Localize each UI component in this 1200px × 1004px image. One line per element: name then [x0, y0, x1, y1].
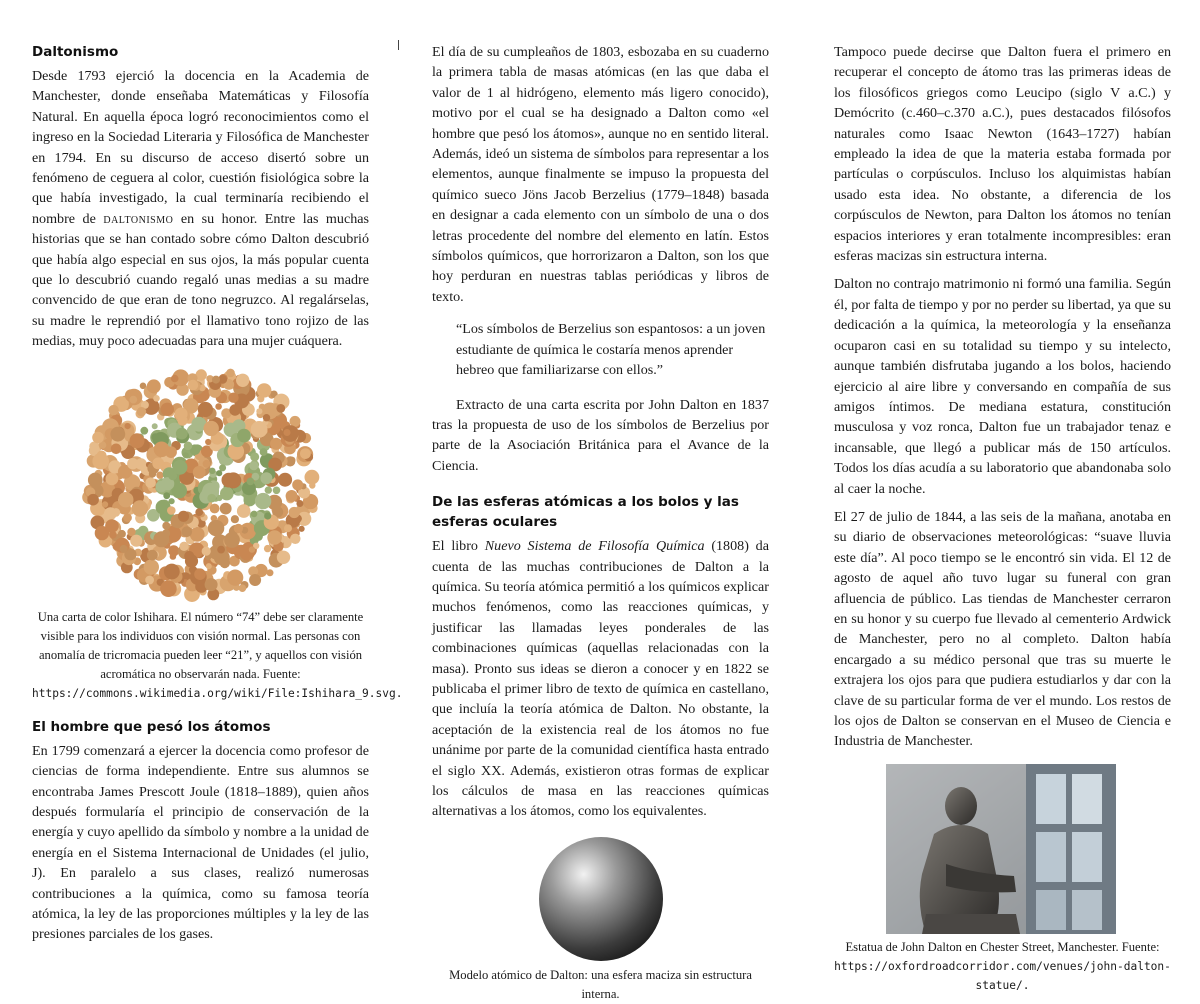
plate-dot — [222, 472, 237, 487]
plate-dot — [276, 404, 285, 413]
plate-dot — [220, 486, 234, 500]
plate-dot — [144, 559, 159, 574]
plate-dot — [190, 527, 205, 542]
plate-dot — [156, 480, 168, 492]
paragraph-nuevo-sistema — [432, 536, 769, 822]
plate-dot — [87, 494, 99, 506]
plate-dot — [125, 423, 131, 429]
plate-dot — [208, 520, 224, 536]
plate-dot — [288, 456, 295, 463]
plate-dot — [267, 530, 282, 545]
sphere-caption: Modelo atómico de Dalton: una esfera maciza sin estructura interna. — [449, 967, 752, 1001]
plate-dot — [149, 470, 156, 477]
plate-dot — [176, 427, 188, 439]
paragraph-muerte: El 27 de julio de 1844, a las seis de la mañana, anotaba en su diario de observaciones meteorológicas: “suave lluvia este día”. Al poco tiempo se le encontró sin vida. El 12 de agosto de aquel año tuvo lugar su funeral con gran afluencia de público. Las tiendas de Manchester cerraron en su honor y su cuerpo fue llevado al cementerio Ardwick de Manchester, pero no al completo. Dalton había encargado a su médico personal que tras su muerte le extrajera los ojos para que pudiera estudiarlos y dar con la clave de su particular forma de ver el mundo. Los restos de los ojos de Dalton se conservan en el Museo de Ciencia e Industria de Manchester. — [834, 508, 1171, 750]
plate-dot — [164, 563, 180, 579]
plate-dot — [229, 537, 236, 544]
quote-source: Extracto de una carta escrita por John Dalton en 1837 tras la propuesta de uso de los símbolos de Berzelius por parte de la Asociación Británica para el Avance de la Ciencia. — [432, 396, 769, 474]
plate-dot — [129, 395, 137, 403]
text: Desde 1793 ejerció la docencia en la Academia de Manchester, donde enseñaba Matemáticas y Filosofía Natural. En aquella época logró reconocimientos como el ingreso en la Sociedad Literaria y Filosófica de Manchester en 1794. En su discurso de acceso disertó sobre un fenómeno de ceguera al color, cuestión fisiológica sobre la que había investigado, la cual terminaría recibiendo el nombre de — [32, 68, 369, 227]
plate-dot — [167, 506, 176, 515]
plate-dot — [263, 414, 270, 421]
plate-dot — [206, 563, 212, 569]
plate-dot — [102, 501, 108, 507]
plate-dot — [260, 472, 272, 484]
plate-dot — [153, 395, 160, 402]
book-title: Nuevo Sistema de Filosofía Química — [484, 538, 705, 555]
plate-dot — [137, 407, 146, 416]
berzelius-quote: “Los símbolos de Berzelius son espantosos: a un joven estudiante de química le costaría menos aprender hebreo que familiarizarse con ellos.” — [456, 321, 766, 379]
plate-dot — [140, 426, 148, 434]
statue-caption — [834, 938, 1171, 995]
plate-dot — [182, 526, 193, 537]
plate-dot — [151, 433, 159, 441]
plate-dot — [163, 492, 170, 499]
plate-dot — [183, 452, 189, 458]
caption-url[interactable]: https://commons.wikimedia.org/wiki/File:Ishihara_9.svg. — [32, 686, 403, 700]
sphere-figure — [432, 832, 769, 962]
plate-dot — [130, 534, 142, 546]
plate-dot — [217, 545, 225, 553]
plate-dot — [220, 557, 230, 567]
plate-dot — [296, 500, 303, 507]
plate-dot — [185, 554, 198, 567]
plate-dot — [127, 458, 138, 469]
term-daltonismo: daltonismo — [103, 210, 174, 227]
plate-dot — [237, 504, 251, 518]
plate-dot — [106, 472, 119, 485]
plate-dot — [300, 448, 311, 459]
plate-dot — [154, 441, 170, 457]
text: El libro — [432, 538, 478, 555]
plate-dot — [228, 392, 238, 402]
plate-dot — [249, 574, 261, 586]
plate-dot — [162, 521, 170, 529]
paragraph-daltonismo — [32, 66, 369, 352]
plate-dot — [284, 429, 291, 436]
paragraph-atomo-historia: Tampoco puede decirse que Dalton fuera el primero en recuperar el concepto de átomo tras las primeras ideas de los filosóficos griegos como Leucipo (siglo V a.C.) y Demócrito (c.460–c.370 a.C.), pues destacados filósofos naturales como Isaac Newton (1643–1727) habían empleado la idea de que la materia estaba formada por partículas o corpúsculos. Incluso los alquimistas habían usado esta idea. No obstante, a diferencia de los corpúsculos de Newton, para Dalton los átomos no tenían espacios interiores y eran totalmente incompresibles: eran esferas macizas sin estructura interna. — [834, 44, 1171, 265]
plate-dot — [92, 431, 104, 443]
plate-dot — [108, 405, 118, 415]
column-2 — [432, 42, 769, 1004]
plate-dot — [147, 549, 158, 560]
plate-dot — [231, 515, 239, 523]
plate-dot — [305, 469, 320, 484]
plate-dot — [299, 525, 305, 531]
plate-dot — [152, 423, 158, 429]
paragraph-hombre-atomos: En 1799 comenzará a ejercer la docencia como profesor de ciencias de forma independiente. Entre sus alumnos se encontraba James Prescott Joule (1818–1889), quien años después formularía el principio de conservación de la energía y cuyo apellido da símbolo y nombre a la unidad de energía en el Sistema Internacional de Unidades (el julio, J). En paralelo a sus clases, realizó numerosas contribuciones a la química, como su famosa teoría atómica, la ley de las proporciones múltiples y la ley de las presiones parciales de los gases. — [32, 742, 369, 943]
plate-dot — [278, 472, 292, 486]
caption-text: Estatua de John Dalton en Chester Street, Manchester. Fuente: — [845, 939, 1160, 954]
plate-dot — [198, 402, 213, 417]
plate-dot — [270, 437, 282, 449]
plate-dot — [205, 439, 211, 445]
plate-dot — [220, 502, 232, 514]
plate-dot — [239, 584, 247, 592]
plate-dot — [145, 477, 156, 488]
statue-figure — [834, 764, 1171, 938]
plate-dot — [112, 508, 121, 517]
plate-dot — [168, 471, 177, 480]
column-1 — [32, 42, 403, 945]
plate-dot — [236, 373, 249, 386]
heading-hombre-atomos: El hombre que pesó los átomos — [32, 718, 271, 735]
plate-dot — [202, 546, 211, 555]
plate-dot — [132, 500, 148, 516]
ishihara-plate-image — [82, 362, 322, 602]
plate-dot — [179, 541, 188, 550]
plate-dot — [229, 404, 240, 415]
plate-dot — [105, 519, 119, 533]
paragraph-vida-personal: Dalton no contrajo matrimonio ni formó una familia. Según él, por falta de tiempo y por no perder su libertad, ya que su dedicación a la química, la meteorología y la enseñanza ocuparon casi en su totalidad su tiempo y su intelecto, aunque también disfrutaba jugando a los bolos, haciendo ejercicio al aire libre y conversando en compañía de sus amigos íntimos. De mediana estatura, constitución musculosa y voz ronca, Dalton fue un trabajador tenaz e incansable, que llegó a publicar más de 150 artículos. Todos los días acudía a su laboratorio que abandonaba solo al caer la noche. — [834, 276, 1172, 497]
heading-daltonismo: Daltonismo — [32, 44, 119, 60]
plate-dot — [290, 533, 300, 543]
plate-dot — [247, 477, 255, 485]
plate-dot — [292, 479, 303, 490]
plate-dot — [286, 490, 298, 502]
plate-dot — [277, 550, 290, 563]
plate-dot — [193, 466, 206, 479]
plate-dot — [184, 441, 193, 450]
plate-dot — [265, 486, 272, 493]
plate-dot — [251, 510, 258, 517]
plate-dot — [178, 510, 189, 521]
plate-dot — [251, 421, 268, 438]
plate-dot — [145, 575, 154, 584]
plate-dot — [194, 568, 206, 580]
plate-dot — [264, 545, 271, 552]
plate-dot — [153, 531, 169, 547]
plate-dot — [257, 383, 271, 397]
caption-url[interactable]: https://oxfordroadcorridor.com/venues/john-dalton-statue/. — [834, 959, 1171, 992]
plate-dot — [249, 546, 255, 552]
plate-dot — [156, 471, 163, 478]
plate-dot — [111, 443, 122, 454]
plate-dot — [147, 379, 161, 393]
plate-dot — [110, 426, 125, 441]
plate-dot — [255, 493, 271, 509]
plate-dot — [130, 433, 145, 448]
plate-dot — [273, 486, 281, 494]
plate-dot — [123, 513, 132, 522]
plate-dot — [120, 545, 128, 553]
plate-dot — [170, 553, 177, 560]
plate-dot — [209, 467, 215, 473]
plate-dot — [171, 374, 179, 382]
plate-dot — [175, 407, 188, 420]
plate-dot — [234, 523, 243, 532]
text: en su honor. Entre las muchas historias que se han contado sobre cómo Dalton descubrió que había algo especial en sus ojos, la más popular cuenta que lo descubrió cuando regaló unas medias a su madre convencido de que eran de tono negruzco. Al regalárselas, su madre le reprendió por el llamativo tono rojizo de las medias, muy poco adecuadas para una mujer cuáquera. — [32, 210, 369, 350]
plate-dot — [161, 402, 174, 415]
text: (1808) da cuenta de las muchas contribuciones de Dalton a la química. Su teoría atómica permitió a los químicos explicar muchos fenómenos, como las reacciones químicas, y justificar las llamadas leyes ponderales de las combinaciones químicas (aquellas relacionadas con la masa). Pronto sus ideas se dieron a conocer y en 1822 se publicaba el primer libro de texto de química en castellano, que incluía la teoría atómica de Dalton. No obstante, la aceptación de la existencia real de los átomos no fue unánime por parte de la comunidad científica hasta entrado el siglo XX. Además, existieron otras formas de explicar los cálculos de masa en las reacciones químicas alternativas a los átomos, como los equivalentes. — [432, 538, 769, 820]
ishihara-caption — [32, 608, 403, 703]
plate-dot — [249, 461, 258, 470]
plate-dot — [250, 452, 259, 461]
plate-dot — [215, 403, 222, 410]
plate-dot — [118, 492, 133, 507]
plate-dot — [216, 470, 222, 476]
plate-dot — [118, 530, 126, 538]
paragraph-tabla-masas: El día de su cumpleaños de 1803, esbozaba en su cuaderno la primera tabla de masas atómicas (en las que daba el valor de 1 al hidrógeno, elemento más ligero conocido), motivo por el cual se ha designado a Dalton como «el hombre que pesó los átomos», aunque no en sentido literal. Además, ideó un sistema de símbolos para representar a los elementos, aunque finalmente se impuso la propuesta del químico sueco Jöns Jacob Berzelius (1779–1848) basada en designar a cada elemento con un símbolo de una o dos letras procedente del nombre del elemento en latín. Estos símbolos químicos, que horrorizaron a Dalton, son los que hoy perduran en nuestras tablas periódicas y libros de texto. — [432, 44, 769, 305]
plate-dot — [188, 379, 199, 390]
plate-dot — [264, 512, 271, 519]
plate-dot — [227, 569, 243, 585]
plate-dot — [205, 578, 218, 591]
plate-dot — [260, 448, 268, 456]
plate-dot — [237, 428, 251, 442]
plate-dot — [289, 507, 300, 518]
atomic-sphere-image — [536, 834, 666, 964]
plate-dot — [256, 408, 262, 414]
plate-dot — [267, 569, 274, 576]
plate-dot — [284, 524, 292, 532]
plate-dot — [204, 420, 219, 435]
plate-dot — [97, 450, 107, 460]
plate-dot — [210, 503, 220, 513]
plate-dot — [226, 368, 235, 377]
ishihara-figure — [32, 358, 369, 608]
plate-dot — [212, 375, 220, 383]
plate-dot — [207, 494, 216, 503]
column-3 — [834, 42, 1171, 995]
caption-text: Una carta de color Ishihara. El número “74” debe ser claramente visible para los individuos con visión normal. Las personas con anomalía de tricromacia pueden leer “21”, y aquellos con visión acromática no observarán nada. Fuente: — [37, 609, 364, 681]
plate-dot — [160, 580, 177, 597]
plate-dot — [195, 508, 203, 516]
page-marker — [398, 40, 399, 50]
plate-dot — [152, 457, 164, 469]
plate-dot — [203, 460, 211, 468]
heading-esferas: De las esferas atómicas a los bolos y las esferas oculares — [432, 494, 739, 531]
